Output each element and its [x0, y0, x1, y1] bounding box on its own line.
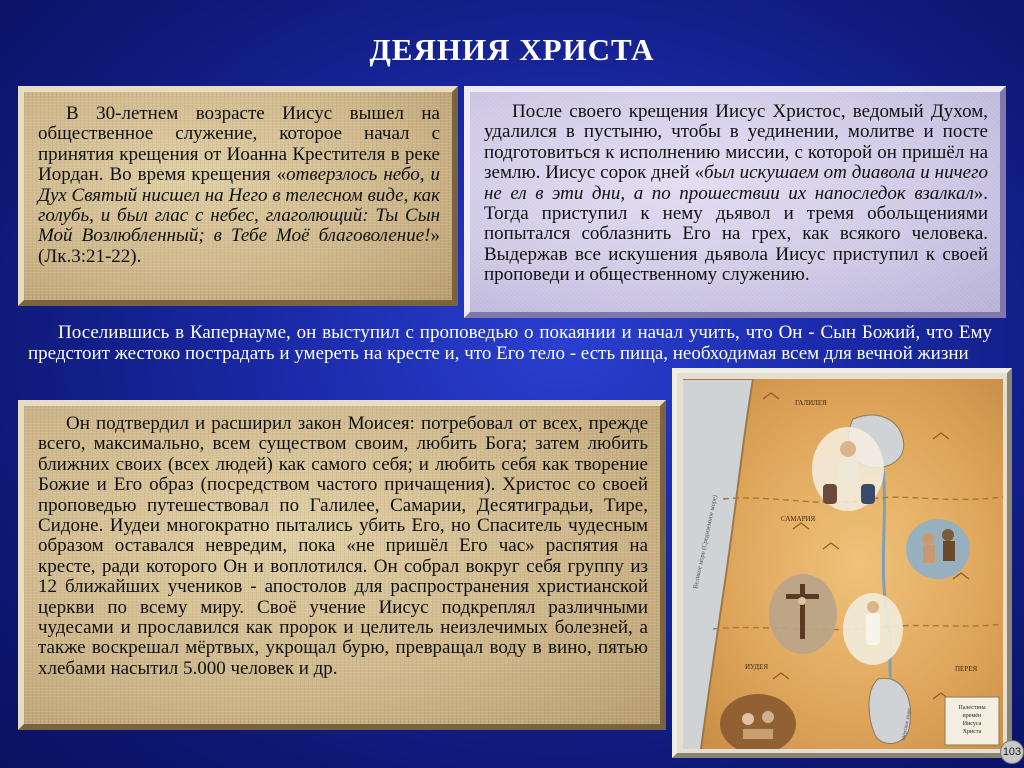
temptation-tail-text: ». Тогда приступил к нему дьявол и тремя обольщениями попытался соблазнить Его на грех, как всякого человека. Выдержав все искушения дьявола Иисус приступил к своей проповеди и общественному служению.: [484, 182, 988, 286]
temptation-paragraph: [484, 102, 988, 286]
palestine-map: [672, 368, 1012, 758]
map-label-judea: ИУДЕЯ: [745, 663, 769, 671]
slide-title: ДЕЯНИЯ ХРИСТА: [369, 32, 655, 67]
map-label-samaria: САМАРИЯ: [781, 515, 816, 523]
map-legend-line-1: Палестина: [958, 705, 986, 711]
baptism-text-panel: [18, 86, 458, 306]
baptism-lead-text: В 30-летнем возрасте Иисус вышел на общественное служение, которое начал с принятия крещения от Иоанна Крестителя в реке Иордан. Во время крещения «: [38, 103, 440, 186]
map-label-perea: ПЕРЕЯ: [955, 665, 978, 673]
map-legend-scroll: [945, 697, 999, 745]
map-legend-line-3: Иисуса: [962, 721, 982, 727]
temptation-quote-text: был искушаем от диавола и ничего не ел в эти дни, а по прошествии их напоследок взалкал: [484, 162, 988, 204]
temptation-text-panel: [464, 86, 1006, 318]
baptism-reference-text: » (Лк.3:21-22).: [38, 225, 440, 267]
map-label-galilee: ГАЛИЛЕЯ: [795, 399, 827, 407]
scene-transfiguration: [812, 427, 884, 511]
teaching-paragraph: Он подтвердил и расширил закон Моисея: потребовал от всех, прежде всего, максимально, всем существом своим, любить Бога; затем любить ближних своих (всех людей) как самого себя; и любить себя как творение Божие и Его образ (посредством частого причащения). Христос со своей проповедью путешествовал по Галилее, Самарии, Десятиградьи, Тире, Сидоне. Иудеи многократно пытались убить Его, но Спаситель чудесным образом оставался невредим, пока «не пришёл Его час» распятия на кресте, ради которого Он и воплотился. Он собрал вокруг себя группу из 12 ближайших учеников - апостолов для распространения христианской церкви по всему миру. Своё учение Иисус подкреплял различными чудесами и прославился как пророк и целитель неизлечимых болезней, а также воскрешал мёртвых, укрощал бурю, превращал воду в вино, пятью хлебами насытил 5.000 человек и др.: [38, 413, 648, 679]
capernaum-paragraph: Поселившись в Капернауме, он выступил с проповедью о покаянии и начал учить, что Он - Сын Божий, что Ему предстоит жестоко пострадать и умереть на кресте и, что Его тело - есть пища, необходимая всем для вечной жизни: [28, 322, 992, 364]
scene-baptism: [906, 519, 970, 579]
capernaum-text: [28, 322, 992, 364]
baptism-quote-text: отверзлось небо, и Дух Святый нисшел на Него в телесном виде, как голубь, и был глас с небес, глаголющий: Ты Сын Мой Возлюбленный; в Тебе Моё благоволение!: [38, 164, 440, 247]
map-label-dead-sea: Мёртвое море: [901, 707, 913, 742]
map-legend-line-4: Христа: [962, 729, 982, 735]
map-legend-line-2: времён: [962, 713, 982, 719]
scene-crucifixion: [769, 574, 837, 654]
teaching-text-panel: [18, 400, 666, 730]
page-number-badge: 103: [1000, 740, 1024, 764]
map-illustration: [683, 379, 1003, 749]
map-label-sea: Великое море (Средиземное море): [692, 494, 719, 590]
scene-resurrection: [843, 593, 903, 665]
baptism-paragraph: [38, 104, 440, 267]
temptation-lead-text: После своего крещения Иисус Христос, ведомый Духом, удалился в пустыню, чтобы в уединении, молитве и посте подготовиться к исполнению миссии, с которой он пришёл на землю. Иисус сорок дней «: [484, 101, 988, 184]
